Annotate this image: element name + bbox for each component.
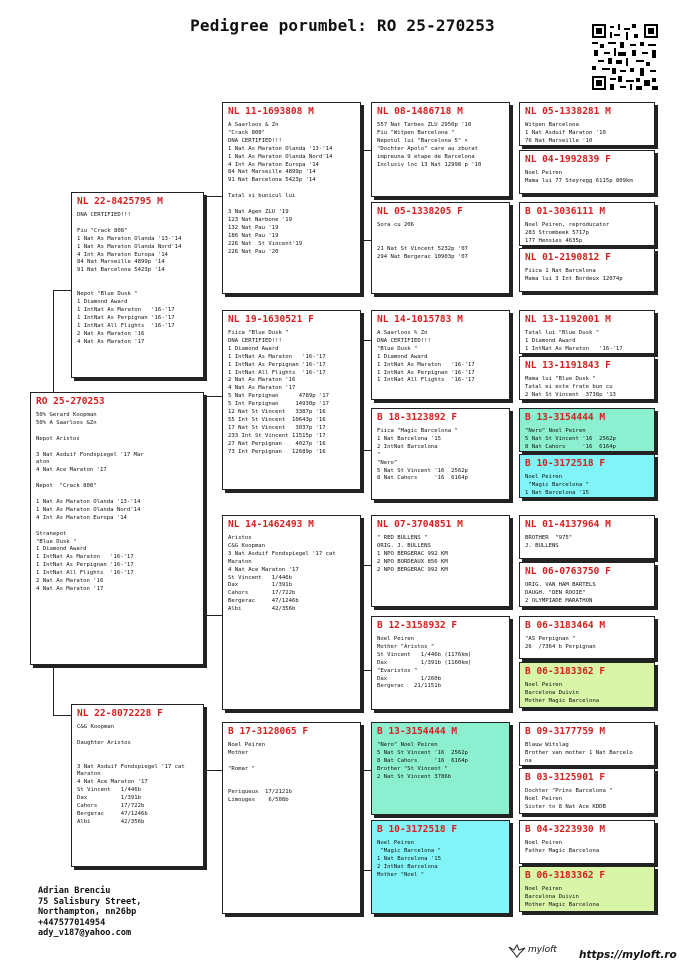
pigeon-details: Noel Peiren Mother "Romar " Periqueux 17/2121b Limouges 6/508b [228, 742, 292, 804]
pigeon-card-great-grandparent [371, 310, 510, 400]
ring-number: NL 13-1192001 M [525, 314, 611, 325]
pigeon-details: Fiica 1 Nat Barcelona Mama lui 3 Int Bordeux 12074p [525, 268, 623, 282]
pigeon-card-grandparent [222, 515, 361, 710]
pigeon-details: Noel Peiren, reproducator 283 Strombeek 5717p 177 Hensies 4635p [525, 222, 610, 244]
pigeon-details: BROTHER "975" J. BULLENS [525, 535, 573, 549]
pigeon-card-great-grandparent [371, 820, 510, 914]
ring-number: RO 25-270253 [36, 396, 105, 407]
ring-number: NL 07-3704851 M [377, 519, 463, 530]
pigeon-card-ancestor [519, 356, 655, 400]
pigeon-card-ancestor [519, 454, 655, 498]
ring-number: NL 14-1015783 M [377, 314, 463, 325]
myloft-logo-text: myloft [528, 945, 557, 955]
ring-number: B 01-3036111 M [525, 206, 606, 217]
pigeon-card-grandparent [222, 102, 361, 294]
pigeon-details: Noel Peiren Father Magic Barcelona [525, 840, 600, 854]
pigeon-details: Mama lui "Blue Dusk " Tatal ei este frate bun cu 2 Nat St Vincent 3738p '13 [525, 376, 616, 398]
ring-number: B 13-3154444 M [377, 726, 458, 737]
ring-number: NL 22-8072228 F [77, 708, 163, 719]
pigeon-details: "AS Perpignan " 26 /7364 b Perpignan [525, 636, 596, 650]
website-link[interactable]: https://myloft.ro [579, 949, 677, 961]
pigeon-details: Blauw Witslag Brother van mother 1 Nat Barcelo na [525, 742, 633, 764]
pigeon-card-ancestor [519, 102, 655, 146]
pigeon-details: A Saarloos % Zn DNA CERTIFIED!!! "Blue Dusk " 1 Diamond Award 1 IntNat As Maraton '16-'17 1 IntNat As Perpignan '16-'17 1 IntNat All Flights '16-'17 [377, 330, 475, 384]
pigeon-details: A Saarloos & Zn "Crack 808" DNA CERTIFIED!!! 1 Nat As Maraton Olanda '13-'14 1 Nat As Maraton Olanda Nord'14 4 Int As Maraton Europa '14 84 Nat Marseille 4899p '14 91 Nat Barcelona 5423p '14 Tatal si bunicul lui 3 Nat Agen ZLU '19 123 Nat Narbone '19 132 Nat Pau '19 186 Nat Pau '19 226 Nat St Vincent'19 226 Nat Pau '20 [228, 122, 333, 255]
ring-number: NL 13-1191843 F [525, 360, 611, 371]
ring-number: B 06-3183464 M [525, 620, 606, 631]
ring-number: B 18-3123892 F [377, 412, 458, 423]
pigeon-details: 557 Nat Tarbes ZLU 2950p '10 Fiu "Witpen Barcelona " Nepotul lui "Barcelona 5" × "Dochter Apolo" care au zburat impreuna 9 etape de Barcelona Inclusiv loc 13 Nat 12998 p '10 [377, 122, 482, 168]
page-title: Pedigree porumbel: RO 25-270253 [190, 16, 495, 35]
pigeon-details: Sora cu 206 21 Nat St Vincent 5232p '07 294 Nat Bergerac 10903p '07 [377, 222, 468, 260]
pigeon-card-great-grandparent [371, 515, 510, 607]
pigeon-card-great-grandparent [371, 722, 510, 815]
ring-number: NL 05-1338205 F [377, 206, 463, 217]
pigeon-details: Witpen Barcelona 1 Nat Asduif Maraton '10 76 Nat Marseille '10 [525, 122, 606, 144]
ring-number: NL 01-2190812 F [525, 252, 611, 263]
ring-number: NL 04-1992839 F [525, 154, 611, 165]
pigeon-details: Aristos C&G Koopman 3 Nat Asduif Fondspiegel '17 cat Maraton 4 Nat Ace Maraton '17 St Vincent 1/446b Dax 1/391b Cahors 17/722b Bergerac 47/1246b Albi 42/356b [228, 535, 336, 613]
pigeon-card-great-grandparent [371, 616, 510, 710]
ring-number: NL 19-1630521 F [228, 314, 314, 325]
pigeon-details: Tatal lui "Blue Dusk " 1 Diamond Award 1 IntNat As Maraton '16-'17 [525, 330, 623, 352]
pigeon-details: Noel Peiren Barcelona Duivin Mother Magic Barcelona [525, 886, 600, 908]
pigeon-details: Noel Peiren Barcelona Duivin Mother Magic Barcelona [525, 682, 600, 704]
pigeon-card-subject [30, 392, 204, 665]
pigeon-details: "Nero" Noel Peiren 5 Nat St Vincent '16 2562p 8 Nat Cahors '16 6164p Brother "St Vincent " 2 Nat St Vincent 3786b [377, 742, 468, 780]
ring-number: B 06-3183362 F [525, 666, 606, 677]
pigeon-card-dam [71, 704, 204, 867]
pigeon-card-ancestor [519, 820, 655, 864]
pigeon-details: Dochter "Prins Barcelona " Noel Peiren Sister to 8 Nat Ace KDDB [525, 788, 613, 810]
ring-number: B 09-3177759 M [525, 726, 606, 737]
owner-street: 75 Salisbury Street, [38, 896, 142, 907]
pigeon-card-ancestor [519, 515, 655, 559]
pigeon-card-ancestor [519, 248, 655, 292]
ring-number: B 10-3172518 F [525, 458, 606, 469]
ring-number: NL 05-1338281 M [525, 106, 611, 117]
ring-number: NL 06-0763750 F [525, 566, 611, 577]
pigeon-card-grandparent [222, 310, 361, 490]
ring-number: B 04-3223930 M [525, 824, 606, 835]
pigeon-card-ancestor [519, 768, 655, 814]
ring-number: B 17-3128065 F [228, 726, 309, 737]
pigeon-details: Noel Peiren "Magic Barcelona " 1 Nat Barcelona '15 2 IntNat Barcelona Mother "Noel " [377, 840, 441, 878]
pigeon-details: Fiica "Blue Dusk " DNA CERTIFIED!!! 1 Diamond Award 1 IntNat As Maraton '16-'17 1 IntNat As Perpignan '16-'17 1 IntNat All Flights '16-'17 2 Nat As Maraton '16 4 Nat As Maraton '17 5 Nat Perpignan 4789p '17 5 Int Perpignan 14930p '17 12 Nat St Vincent 3387p '16 55 Int St Vincent 10643p '16 17 Nat St Vincent 3037p '17 233 Int St Vincent 11515p '17 27 Nat Perpignan 4027p '16 73 Int Perpignan 12689p '16 [228, 330, 330, 455]
pigeon-details: " RED BULLENS " ORIG. J. BULLENS 1 NPO BERGERAC 992 KM 2 NPO BORDEAUX 856 KM 2 NPO BERGERAC 992 KM [377, 535, 448, 573]
pigeon-logo-icon [508, 944, 526, 958]
pigeon-card-ancestor [519, 150, 655, 194]
pigeon-card-ancestor [519, 722, 655, 766]
ring-number: B 12-3158932 F [377, 620, 458, 631]
pigeon-card-ancestor [519, 616, 655, 659]
pigeon-details: C&G Koopman Daughter Aristos 3 Nat Asduif Fondspiegel '17 cat Maraton 4 Nat Ace Maraton '17 St Vincent 1/446b Dax 1/391b Cahors 17/722b Bergerac 47/1246b Albi 42/356b [77, 724, 185, 825]
ring-number: NL 08-1486718 M [377, 106, 463, 117]
pigeon-card-ancestor [519, 662, 655, 708]
ring-number: B 13-3154444 M [525, 412, 606, 423]
owner-city: Northampton, nn26bp [38, 907, 137, 918]
qr-code-icon [592, 24, 658, 90]
pigeon-details: 50% Gerard Koopman 50% A Saarloos &Zn Nepot Aristos 3 Nat Asduif Fondspiegel '17 Mar aton 4 Nat Ace Maraton '17 Nepot "Crack 808" 1 Nat As Maraton Olanda '13-'14 1 Nat As Maraton Olanda Nord'14 4 Int As Maraton Europa '14 Stranepot "Blue Dusk " 1 Diamond Award 1 IntNat As Maraton '16-'17 1 IntNat As Perpignan '16-'17 1 IntNat All Flights '16-'17 2 Nat As Maraton '16 4 Nat As Maraton '17 [36, 412, 144, 592]
pigeon-card-sire [71, 192, 204, 378]
pigeon-details: Fiica "Magic Barcelona " 1 Nat Barcelona '15 2 IntNat Barcelona " "Nero" 5 Nat St Vincent '16 2562p 8 Nat Cahors '16 6164p [377, 428, 468, 482]
ring-number: B 03-3125901 F [525, 772, 606, 783]
owner-email[interactable]: ady_v187@yahoo.com [38, 928, 132, 939]
pigeon-card-ancestor [519, 202, 655, 246]
ring-number: B 10-3172518 F [377, 824, 458, 835]
pigeon-details: ORIG. VAN HAM BARTELS DAUGH. "DEN ROOIE" 2 OLYMPIADE MARATHON [525, 582, 596, 604]
pigeon-card-grandparent [222, 722, 361, 914]
owner-contact [38, 886, 141, 939]
ring-number: NL 01-4137964 M [525, 519, 611, 530]
pigeon-card-ancestor [519, 562, 655, 607]
owner-phone: +447577014954 [38, 917, 106, 928]
ring-number: NL 11-1693808 M [228, 106, 314, 117]
pigeon-details: DNA CERTIFIED!!! Fiu "Crack 808" 1 Nat As Maraton Olanda '13-'14 1 Nat As Maraton Olanda Nord'14 4 Int As Maraton Europa '14 84 Nat Marseille 4899p '14 91 Nat Barcelona 5423p '14 Nepot "Blue Dusk " 1 Diamond Award 1 IntNat As Maraton '16-'17 1 IntNat As Perpignan '16-'17 1 IntNat All Flights '16-'17 2 Nat As Maraton '16 4 Nat As Maraton '17 [77, 212, 182, 345]
ring-number: B 06-3183362 F [525, 870, 606, 881]
pigeon-card-ancestor [519, 408, 655, 452]
pigeon-card-great-grandparent [371, 102, 510, 197]
ring-number: NL 22-8425795 M [77, 196, 163, 207]
pigeon-card-great-grandparent [371, 202, 510, 294]
pigeon-details: Noel Peiren Mama lui 77 Steyregg 6115p 809km [525, 170, 633, 184]
pigeon-details: "Nero" Noel Peiren 5 Nat St Vincent '16 2562p 8 Nat Cahors '16 6164p [525, 428, 616, 450]
pigeon-details: Noel Peiren "Magic Barcelona " 1 Nat Barcelona '15 [525, 474, 589, 496]
pigeon-details: Noel Peiren Mother "Aristos " St Vincent 1/446b (1176km) Dax 1/391b (1160km) "Evaristos " Dax 1/260b Bergerac 21/1151b [377, 636, 472, 690]
pigeon-card-ancestor [519, 866, 655, 912]
ring-number: NL 14-1462493 M [228, 519, 314, 530]
owner-name: Adrian Brenciu [38, 886, 111, 896]
pigeon-card-great-grandparent [371, 408, 510, 500]
pigeon-card-ancestor [519, 310, 655, 354]
